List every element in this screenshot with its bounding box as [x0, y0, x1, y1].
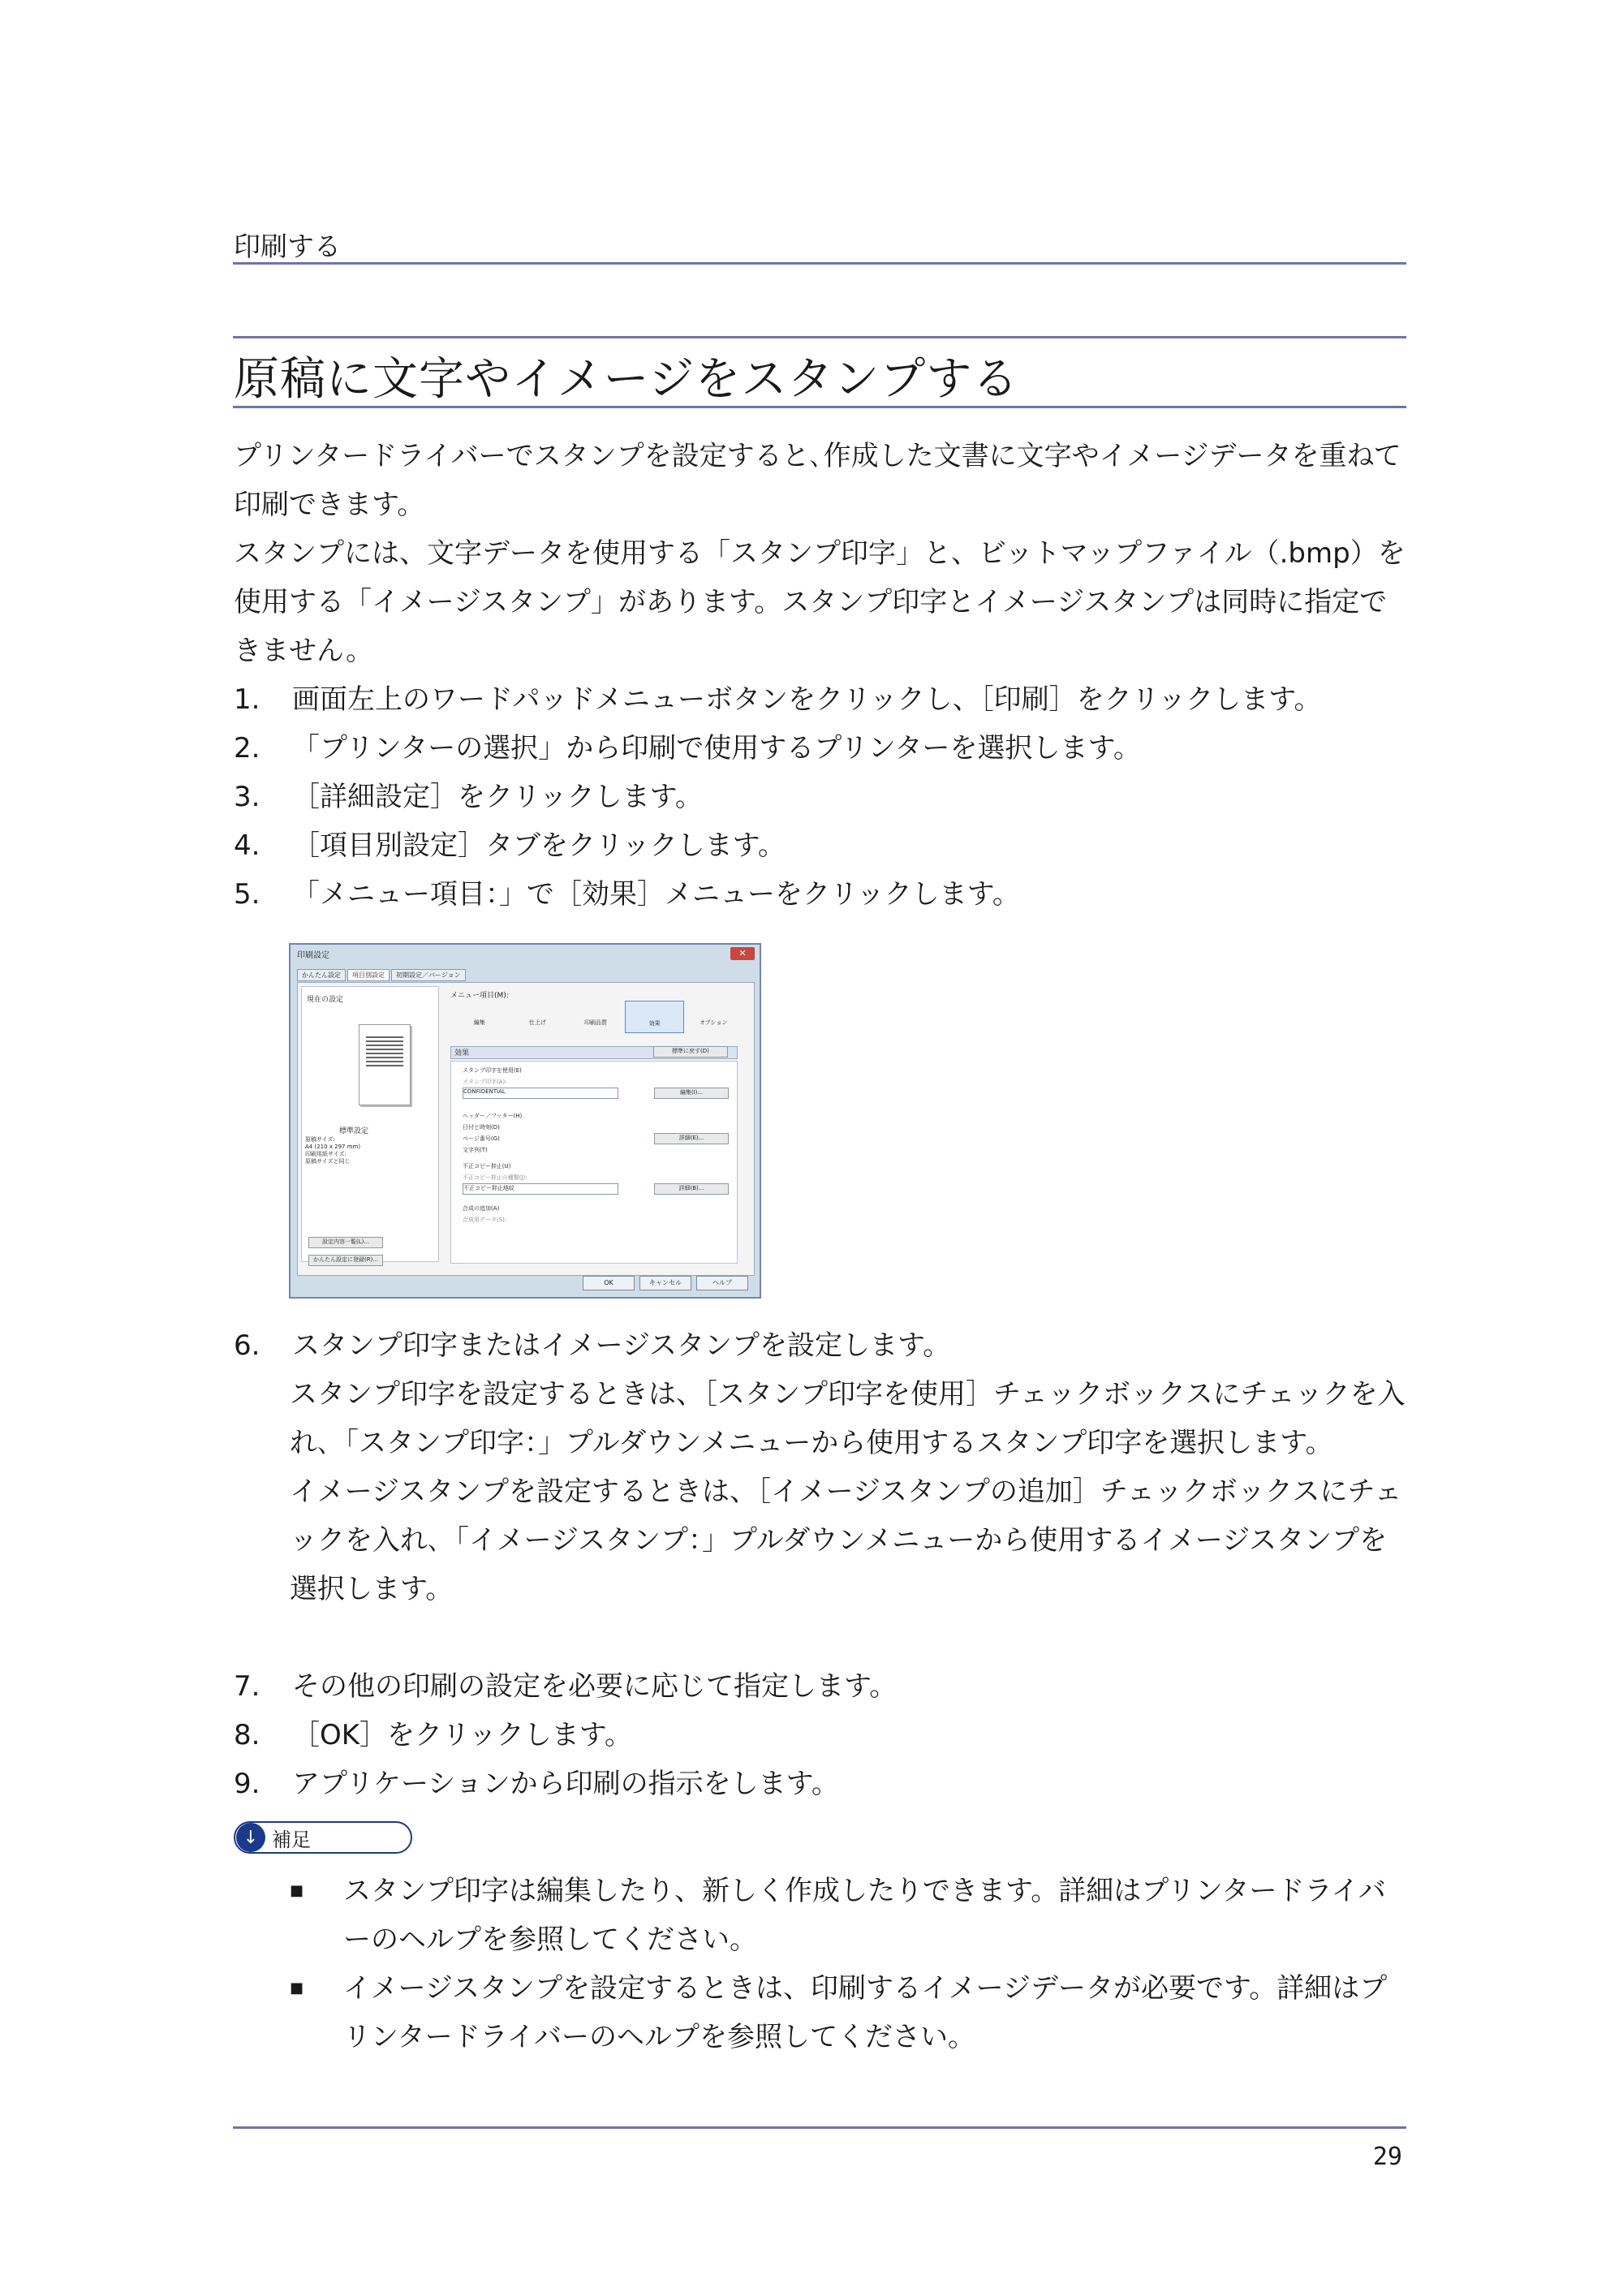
list-item — [290, 1964, 1410, 2061]
close-icon[interactable]: ✕ — [730, 947, 755, 960]
cancel-button[interactable]: キャンセル — [639, 1276, 691, 1290]
add-overlay-checkbox[interactable]: 合成の追加(A) — [463, 1205, 500, 1212]
step-number: 6. — [234, 1329, 260, 1362]
register-button[interactable]: かんたん設定に登録(R)... — [308, 1255, 383, 1266]
footer-rule — [233, 2126, 1406, 2129]
step-text: 「メニュー項目：」で［効果］メニューをクリックします。 — [292, 878, 1020, 911]
dialog-body — [297, 982, 755, 1276]
step-item — [234, 1711, 1410, 1760]
step-text: ［詳細設定］をクリックします。 — [292, 781, 703, 813]
tab-detailed-settings[interactable]: 項目別設定 — [347, 969, 390, 981]
effects-section-bar: 効果 — [450, 1046, 738, 1059]
paper-info: 原稿サイズ: A4 (210 x 297 mm) 印刷用紙サイズ: 原稿サイズと同じ — [305, 1136, 361, 1165]
menu-items — [450, 1001, 743, 1033]
dialog-title: 印刷設定 — [297, 951, 329, 960]
steps-list-b — [234, 1321, 1410, 1370]
overlay-data-label: 合成用データ(S): — [463, 1217, 507, 1223]
step-text: その他の印刷の設定を必要に応じて指定します。 — [292, 1670, 898, 1703]
steps-list-c — [234, 1662, 1410, 1808]
note-bullets — [290, 1867, 1410, 2061]
step-item — [234, 1662, 1410, 1711]
options-pane — [450, 986, 749, 1272]
effects-options-list — [450, 1061, 738, 1264]
current-settings-label: 現在の設定 — [307, 996, 344, 1004]
bullet-icon: ■ — [290, 1979, 304, 1997]
bullet-text: イメージスタンプを設定するときは、印刷するイメージデータが必要です。詳細はプリンタードライバーのヘルプを参照してください。 — [343, 1972, 1388, 2053]
ok-button[interactable]: OK — [583, 1276, 635, 1290]
detail-button[interactable]: 詳細(E)... — [654, 1133, 729, 1144]
copy-guard-checkbox[interactable]: 不正コピー抑止(U) — [463, 1163, 511, 1170]
down-arrow-icon: ↓ — [236, 1823, 265, 1852]
step-text: アプリケーションから印刷の指示をします。 — [292, 1768, 839, 1800]
standard-label: 標準設定 — [339, 1127, 369, 1135]
bullet-icon: ■ — [290, 1882, 304, 1899]
step-number: 8. — [234, 1719, 260, 1751]
section-header: 印刷する — [234, 230, 341, 262]
paper-preview — [359, 1024, 411, 1105]
intro-paragraph: スタンプには、文字データを使用する「スタンプ印字」と、ビットマップファイル（.bmp）を使用する「イメージスタンプ」があります。スタンプ印字とイメージスタンプは同時に指定できません。 — [234, 537, 1406, 667]
steps-list-a — [234, 675, 1410, 919]
note-badge — [234, 1821, 412, 1854]
use-stamp-checkbox[interactable]: スタンプ印字を使用(E) — [463, 1067, 522, 1074]
step-text: 画面左上のワードパッドメニューボタンをクリックし、［印刷］をクリックします。 — [292, 683, 1322, 716]
header-footer-checkbox[interactable]: ヘッダー／フッター(H) — [463, 1113, 523, 1119]
note-label: 補足 — [272, 1828, 311, 1851]
step-number: 4. — [234, 829, 260, 862]
step-text: スタンプ印字またはイメージスタンプを設定します。 — [292, 1329, 951, 1362]
step6-detail-paragraph: イメージスタンプを設定するときは、［イメージスタンプの追加］チェックボックスにチェックを入れ､「イメージスタンプ：」プルダウンメニューから使用するイメージスタンプを選択します。 — [290, 1475, 1402, 1605]
settings-list-button[interactable]: 設定内容一覧(L)... — [308, 1237, 383, 1248]
step-number: 5. — [234, 878, 260, 911]
help-button[interactable]: ヘルプ — [696, 1276, 748, 1290]
dialog-buttons — [578, 1276, 748, 1290]
step-item — [234, 821, 1410, 870]
page-number-checkbox[interactable]: ページ番号(G) — [463, 1135, 500, 1142]
menu-effects[interactable]: 効果 — [625, 1001, 685, 1033]
list-item — [290, 1867, 1410, 1964]
date-time-checkbox[interactable]: 日付と時刻(D) — [463, 1124, 500, 1131]
step-number: 9. — [234, 1768, 260, 1800]
reset-default-button[interactable]: 標準に戻す(D) — [653, 1046, 728, 1058]
title-bottom-rule — [233, 406, 1406, 408]
step-item — [234, 870, 1410, 919]
step-text: 「プリンターの選択」から印刷で使用するプリンターを選択します。 — [292, 732, 1141, 765]
tab-defaults-version[interactable]: 初期設定／バージョン — [391, 969, 466, 981]
tab-easy-settings[interactable]: かんたん設定 — [297, 969, 346, 981]
menu-print-quality[interactable]: 印刷品質 — [583, 1019, 607, 1026]
step6-details — [290, 1370, 1410, 1613]
page-number: 29 — [1372, 2143, 1402, 2171]
step-number: 7. — [234, 1670, 260, 1703]
text-checkbox[interactable]: 文字列(T) — [463, 1147, 488, 1153]
dialog-tabs — [297, 969, 467, 981]
step-number: 2. — [234, 732, 260, 765]
step-item — [234, 1760, 1410, 1808]
print-settings-dialog-screenshot — [289, 943, 761, 1299]
bullet-text: スタンプ印字は編集したり、新しく作成したりできます。詳細はプリンタードライバーのヘルプを参照してください。 — [343, 1875, 1386, 1956]
header-rule — [233, 262, 1406, 265]
step-number: 3. — [234, 781, 260, 813]
step-item — [234, 1321, 1410, 1370]
stamp-select[interactable]: CONFIDENTIAL — [463, 1088, 618, 1099]
stamp-label: スタンプ印字(A): — [463, 1079, 507, 1085]
intro-text — [234, 432, 1410, 675]
copy-guard-detail-button[interactable]: 詳細(B)... — [654, 1183, 729, 1195]
menu-options[interactable]: オプション — [699, 1019, 728, 1026]
preview-pane — [301, 986, 439, 1262]
menu-edit[interactable]: 編集 — [473, 1019, 485, 1026]
step-item — [234, 675, 1410, 724]
step-number: 1. — [234, 683, 260, 716]
title-top-rule — [233, 336, 1406, 338]
copy-guard-type-label: 不正コピー抑止の種類(J): — [463, 1174, 527, 1181]
step-item — [234, 724, 1410, 773]
step-text: ［OK］をクリックします。 — [292, 1719, 632, 1751]
step6-detail-paragraph: スタンプ印字を設定するときは、［スタンプ印字を使用］チェックボックスにチェックを入れ､「スタンプ印字：」プルダウンメニューから使用するスタンプ印字を選択します。 — [290, 1378, 1406, 1459]
stamp-edit-button[interactable]: 編集(I)... — [654, 1088, 729, 1099]
menu-finishing[interactable]: 仕上げ — [528, 1019, 546, 1026]
page-title: 原稿に文字やイメージをスタンプする — [234, 353, 1019, 406]
copy-guard-select[interactable]: 不正コピー抑止地紋 — [463, 1183, 618, 1195]
intro-paragraph: プリンタードライバーでスタンプを設定すると､作成した文書に文字やイメージデータを重ねて印刷できます。 — [234, 440, 1401, 521]
step-item — [234, 773, 1410, 821]
menu-label: メニュー項目(M): — [450, 992, 509, 1000]
step-text: ［項目別設定］タブをクリックします。 — [292, 829, 786, 862]
